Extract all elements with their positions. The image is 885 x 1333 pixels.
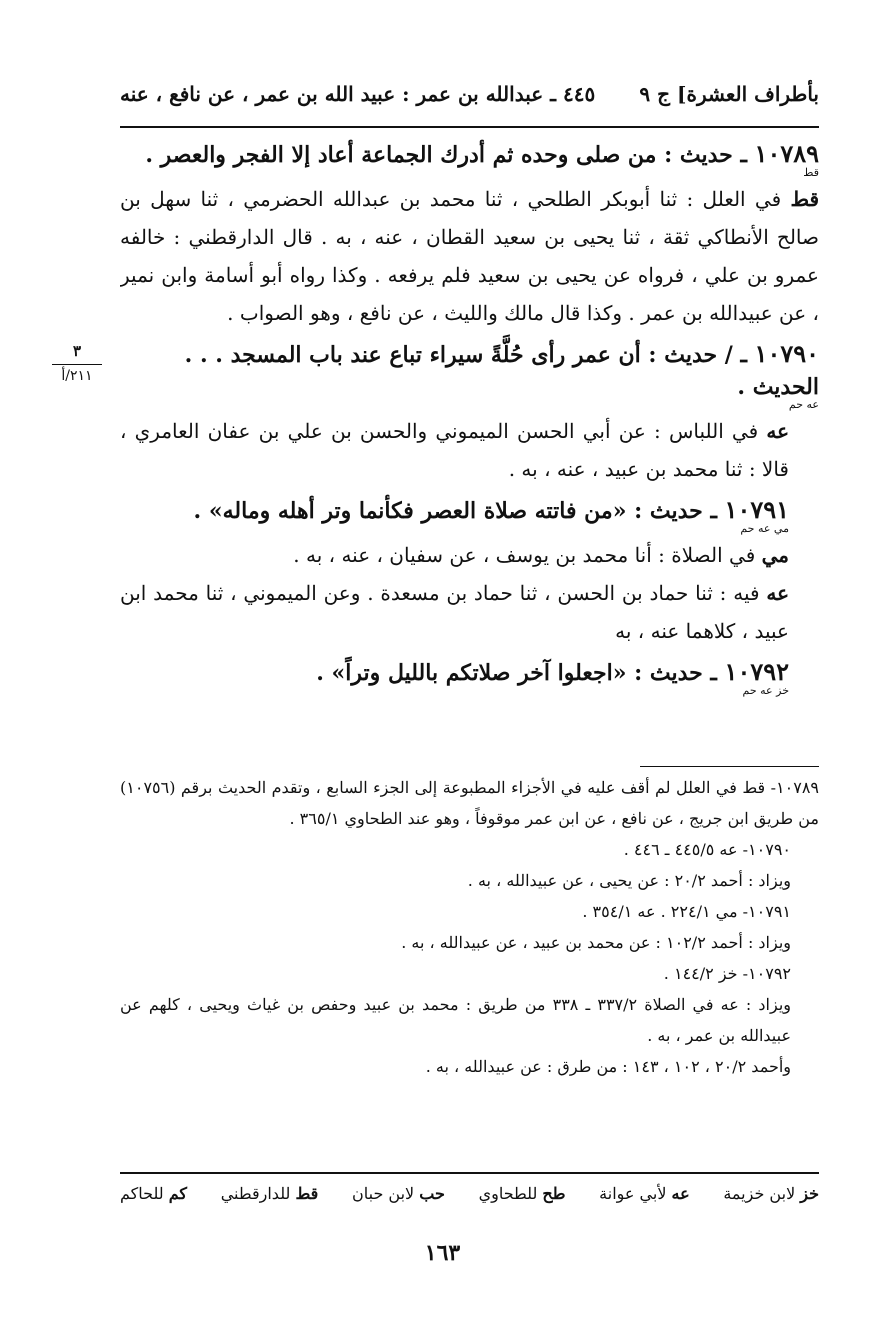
paragraph-text: في العلل : ثنا أبوبكر الطلحي ، ثنا محمد بن عبدالله الحضرمي ، ثنا سهل بن صالح الأنطاكي ثقة ، ثنا يحيى بن سعيد القطان ، عنه ، به . قال الدارقطني : خالفه عمرو بن علي ، فرواه عن يحيى بن سعيد فلم يرفعه . وكذا رواه أبو أسامة وابن نمير ، عن عبيدالله بن عمر . وكذا قال مالك والليث ، عن نافع ، وهو الصواب . [120, 187, 819, 325]
source-sigla: مي عه حم [740, 522, 789, 535]
abbreviation-rule [120, 1172, 819, 1174]
abbreviation-item [599, 1184, 690, 1214]
abbreviation-code: كم [168, 1184, 187, 1203]
abbreviation-code: طح [542, 1184, 566, 1203]
source-code: قط [790, 187, 819, 211]
margin-number: ٣ [72, 342, 82, 360]
paragraph-text: في اللباس : عن أبي الحسن الميموني والحسن بن علي بن عفان العامري ، قالا : ثنا محمد بن عبيد ، عنه ، به . [120, 419, 789, 481]
abbreviation-item [120, 1184, 187, 1214]
margin-note [42, 342, 112, 384]
footnote: ويزاد : عه في الصلاة ٣٣٧/٢ ـ ٣٣٨ من طريق : محمد بن عبيد وحفص بن غياث ويحيى ، كلهم عن عبيدالله بن عمر ، به . [120, 995, 791, 1045]
page-header [120, 82, 819, 118]
abbreviation-code: حب [419, 1184, 445, 1203]
footnote: ١٠٧٩٢- خز ١٤٤/٢ . [663, 964, 791, 983]
source-sigla: قط [803, 166, 819, 179]
abbreviation-item [221, 1184, 319, 1214]
margin-divider [52, 364, 102, 365]
hadith-text: ـ حديث : «اجعلوا آخر صلاتكم بالليل وتراً» . [316, 660, 725, 686]
hadith-entry [120, 494, 819, 650]
source-code: عه [766, 581, 789, 605]
hadith-title [120, 138, 819, 171]
footnote: ١٠٧٨٩- قط في العلل لم أقف عليه في الأجزاء المطبوعة إلى الجزء السابع ، وتقدم الحديث برقم (١٠٧٥٦) من طريق ابن جريج ، عن نافع ، عن ابن عمر موقوفاً ، وهو عند الطحاوي ٣٦٥/١ . [120, 778, 819, 828]
main-text [120, 138, 819, 763]
abbreviation-code: قط [295, 1184, 319, 1203]
book-title: بأطراف العشرة] ج ٩ [639, 82, 819, 106]
abbreviation-meaning: لابن خزيمة [723, 1184, 801, 1203]
source-code: عه [766, 419, 789, 443]
paragraph-text: فيه : ثنا حماد بن الحسن ، ثنا حماد بن مسعدة . وعن الميموني ، ثنا محمد ابن عبيد ، كلاهما عنه ، به [120, 581, 789, 643]
footnote: وأحمد ٢٠/٢ ، ١٠٢ ، ١٤٣ : من طرق : عن عبيدالله ، به . [425, 1057, 791, 1076]
source-code: مي [761, 543, 789, 567]
hadith-text: ـ حديث : من صلى وحده ثم أدرك الجماعة أعاد إلا الفجر والعصر . [145, 142, 755, 168]
source-sigla: عه حم [788, 398, 819, 411]
footnote: ١٠٧٩٠- عه ٤٤٥/٥ ـ ٤٤٦ . [623, 840, 791, 859]
hadith-text: ـ حديث : «من فاتته صلاة العصر فكأنما وتر أهله وماله» . [193, 498, 725, 524]
footnote-rule [640, 766, 819, 767]
abbreviation-item [723, 1184, 819, 1214]
abbreviation-meaning: للحاكم [120, 1184, 169, 1203]
hadith-number: ١٠٧٩١ [724, 495, 789, 524]
abbreviation-legend [120, 1184, 819, 1214]
source-paragraph [120, 412, 819, 488]
abbreviation-code: خز [800, 1184, 819, 1203]
manuscript-folio: ٢١١/أ [61, 368, 93, 384]
footnote: ويزاد : أحمد ١٠٢/٢ : عن محمد بن عبيد ، عن عبيدالله ، به . [401, 933, 791, 952]
source-paragraph [120, 180, 819, 332]
hadith-entry [120, 338, 819, 488]
abbreviation-code: عه [671, 1184, 690, 1203]
hadith-text: ـ / حديث : أن عمر رأى حُلَّةً سيراء تباع عند باب المسجد . . . الحديث . [184, 342, 819, 400]
page-number: ١٦٣ [424, 1240, 461, 1266]
hadith-number: ١٠٧٩٢ [724, 657, 789, 686]
footnote: ويزاد : أحمد ٢٠/٢ : عن يحيى ، عن عبيدالله ، به . [467, 871, 791, 890]
abbreviation-meaning: للطحاوي [478, 1184, 543, 1203]
hadith-number: ١٠٧٨٩ [754, 139, 819, 168]
footnote: ١٠٧٩١- مي ٢٢٤/١ . عه ٣٥٤/١ . [582, 902, 791, 921]
source-sigla: خز عه حم [742, 684, 789, 697]
abbreviation-item [479, 1184, 566, 1214]
hadith-title [120, 494, 819, 527]
abbreviation-meaning: لابن حبان [351, 1184, 420, 1203]
running-title: ٤٤٥ ـ عبدالله بن عمر : عبيد الله بن عمر ، عن نافع ، عنه [120, 82, 596, 106]
source-paragraph [120, 536, 819, 574]
paragraph-text: في الصلاة : أنا محمد بن يوسف ، عن سفيان ، عنه ، به . [293, 543, 762, 567]
abbreviation-item [352, 1184, 445, 1214]
hadith-title [120, 338, 819, 403]
footnotes [120, 772, 819, 1082]
hadith-entry [120, 656, 819, 696]
hadith-entry [120, 138, 819, 332]
abbreviation-meaning: لأبي عوانة [599, 1184, 672, 1203]
source-paragraph [120, 574, 819, 650]
hadith-number: ١٠٧٩٠ [754, 339, 819, 368]
abbreviation-meaning: للدارقطني [220, 1184, 296, 1203]
header-rule [120, 126, 819, 128]
